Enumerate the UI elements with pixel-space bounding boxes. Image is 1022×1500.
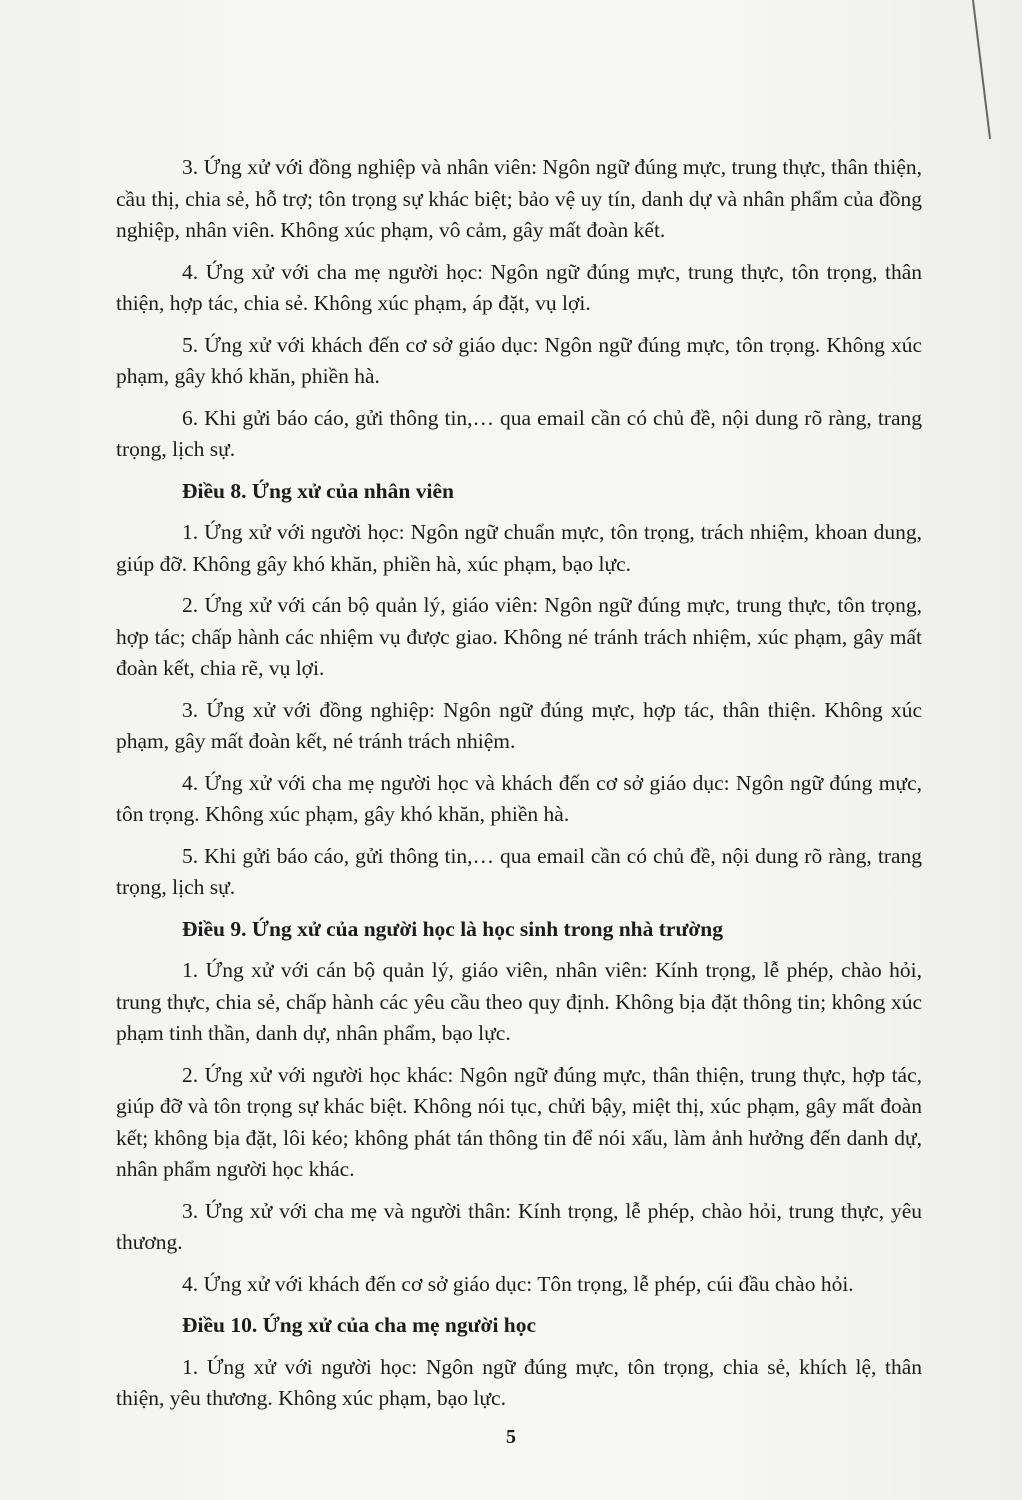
article-heading: Điều 9. Ứng xử của người học là học sinh trong nhà trường xyxy=(182,916,723,941)
paragraph: 1. Ứng xử với người học: Ngôn ngữ đúng mực, tôn trọng, chia sẻ, khích lệ, thân thiện, yêu thương. Không xúc phạm, bạo lực. xyxy=(116,1354,922,1410)
paragraph: 3. Ứng xử với cha mẹ và người thân: Kính trọng, lễ phép, chào hỏi, trung thực, yêu thương. xyxy=(116,1198,922,1254)
paragraph: 4. Ứng xử với khách đến cơ sở giáo dục: Tôn trọng, lễ phép, cúi đầu chào hỏi. xyxy=(182,1271,854,1296)
paragraph: 1. Ứng xử với người học: Ngôn ngữ chuẩn mực, tôn trọng, trách nhiệm, khoan dung, giúp đỡ. Không gây khó khăn, phiền hà, xúc phạm, bạo lực. xyxy=(116,520,922,576)
paragraph: 6. Khi gửi báo cáo, gửi thông tin,… qua email cần có chủ đề, nội dung rõ ràng, trang trọng, lịch sự. xyxy=(116,405,922,461)
page-number: 5 xyxy=(506,1426,516,1448)
paragraph: 3. Ứng xử với đồng nghiệp: Ngôn ngữ đúng mực, hợp tác, thân thiện. Không xúc phạm, gây mất đoàn kết, né tránh trách nhiệm. xyxy=(116,697,922,753)
paragraph: 1. Ứng xử với cán bộ quản lý, giáo viên, nhân viên: Kính trọng, lễ phép, chào hỏi, trung thực, chia sẻ, chấp hành các yêu cầu theo quy định. Không bịa đặt thông tin; không xúc phạm tinh thần, danh dự, nhân phẩm, bạo lực. xyxy=(116,958,922,1045)
paragraph: 5. Ứng xử với khách đến cơ sở giáo dục: Ngôn ngữ đúng mực, tôn trọng. Không xúc phạm, gây khó khăn, phiền hà. xyxy=(116,332,922,388)
paragraph: 5. Khi gửi báo cáo, gửi thông tin,… qua email cần có chủ đề, nội dung rõ ràng, trang trọng, lịch sự. xyxy=(116,843,922,899)
paragraph: 2. Ứng xử với người học khác: Ngôn ngữ đúng mực, thân thiện, trung thực, hợp tác, giúp đỡ và tôn trọng sự khác biệt. Không nói tục, chửi bậy, miệt thị, xúc phạm, gây mất đoàn kết; không bịa đặt, lôi kéo; không phát tán thông tin để nói xấu, làm ảnh hưởng đến danh dự, nhân phẩm người học khác. xyxy=(116,1062,922,1181)
article-heading: Điều 8. Ứng xử của nhân viên xyxy=(182,478,454,503)
paragraph: 4. Ứng xử với cha mẹ người học và khách đến cơ sở giáo dục: Ngôn ngữ đúng mực, tôn trọng. Không xúc phạm, gây khó khăn, phiền hà. xyxy=(116,770,922,826)
paragraph: 3. Ứng xử với đồng nghiệp và nhân viên: Ngôn ngữ đúng mực, trung thực, thân thiện, cầu thị, chia sẻ, hỗ trợ; tôn trọng sự khác biệt; bảo vệ uy tín, danh dự và nhân phẩm của đồng nghiệp, nhân viên. Không xúc phạm, vô cảm, gây mất đoàn kết. xyxy=(116,155,922,242)
paragraph: 2. Ứng xử với cán bộ quản lý, giáo viên: Ngôn ngữ đúng mực, trung thực, tôn trọng, hợp tác; chấp hành các nhiệm vụ được giao. Không né tránh trách nhiệm, xúc phạm, gây mất đoàn kết, chia rẽ, vụ lợi. xyxy=(116,593,922,680)
scan-edge-line xyxy=(972,0,991,139)
paragraph: 4. Ứng xử với cha mẹ người học: Ngôn ngữ đúng mực, trung thực, tôn trọng, thân thiện, hợp tác, chia sẻ. Không xúc phạm, áp đặt, vụ lợi. xyxy=(116,259,922,315)
document-body xyxy=(116,152,922,1425)
article-heading: Điều 10. Ứng xử của cha mẹ người học xyxy=(182,1313,537,1337)
